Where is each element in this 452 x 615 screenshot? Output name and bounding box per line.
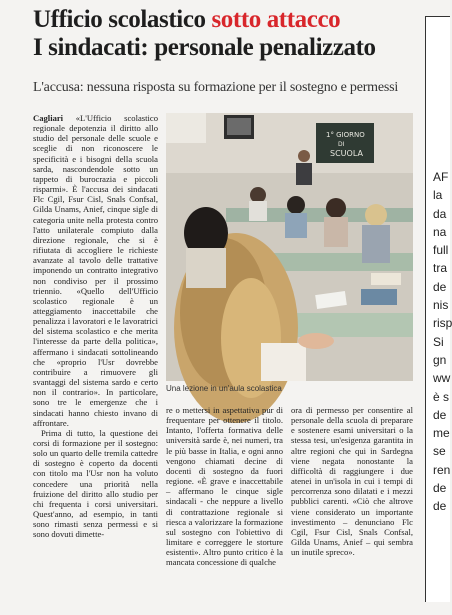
article-column-3 [291, 405, 413, 610]
sidebar-fragment: la [433, 188, 443, 203]
blackboard-text-1: 1° GIORNO [326, 131, 365, 139]
article-column-1 [33, 113, 158, 610]
sidebar-fragment: AF [433, 170, 449, 184]
sidebar-fragment: ren [433, 462, 451, 477]
sidebar-fragment: de [433, 407, 447, 422]
headline-accent: sotto attacco [211, 6, 341, 33]
sidebar-fragment: tra [433, 261, 448, 276]
article-column-2 [166, 405, 283, 610]
sidebar-fragment: gn [433, 352, 447, 367]
headline-line-1: Ufficio scolastico sotto attacco [33, 6, 341, 33]
dateline: Cagliari [33, 113, 64, 123]
classroom-photo [166, 113, 413, 381]
sidebar-fragment: na [433, 224, 447, 239]
sidebar-fragment: Si [433, 334, 444, 349]
sidebar-fragment: se [433, 444, 446, 459]
sidebar-fragment: risp [433, 316, 452, 331]
paragraph-3: re o mettersi in aspettativa pur di frequentare per ottenere il titolo. Intanto, l'offerta formativa delle università sarde è, nei numeri, tra le più basse in Italia, e ogni anno vengono chiamati decine di docenti di sostegno da fuori regione. «È grave e inaccettabile – affermano le cinque sigle sindacali - che neppure a livello di contrattazione regionale si riesca a valorizzare la formazione sul sostegno con l'obiettivo di limitare e correggere le storture esistenti». Altro punto critico è la mancata concessione di qualche [166, 405, 283, 568]
sidebar-fragment: de [433, 279, 447, 294]
sidebar-fragment: de [433, 481, 447, 496]
photo-caption: Una lezione in un'aula scolastica [166, 384, 282, 393]
sidebar-fragment: da [433, 206, 447, 221]
adjacent-article-text [433, 168, 450, 516]
sidebar-fragment: ww [433, 371, 451, 386]
headline [33, 6, 413, 62]
sidebar-fragment: è s [433, 389, 450, 404]
blackboard-text-2: DI [338, 141, 345, 148]
headline-line-2: I sindacati: personale penalizzato [33, 34, 376, 61]
paragraph-4: ora di permesso per consentire al personale della scuola di preparare e sostenere esami universitari o la stessa tesi, un'esigenza garantita in altre regioni che qui in Sardegna viene negata nonostante la difficoltà di raggiungere i due atenei in un'isola in cui i tempi di percorrenza sono dilatati e i mezzi pubblici carenti. «Ciò che altrove viene considerato un importante investimento – denunciano Flc Cgil, Fsur Cisl, Snals Confsal, Gilda Unams, Anief – qui sembra un inutile spreco». [291, 405, 413, 558]
sidebar-fragment: full [433, 243, 449, 258]
paragraph-2: Prima di tutto, la questione dei corsi di formazione per il sostegno: solo un quarto delle tremila cattedre di sostegno è coperto da docenti con titolo ma l'Usr non ha voluto concedere una priorità nella fruizione del diritto allo studio per chi frequenta i corsi universitari. Quest'anno, ad esempio, in tanti sono rimasti senza permessi e si sono dovuti dimette- [33, 427, 158, 540]
sidebar-fragment: de [433, 499, 447, 514]
paragraph-1: Cagliari «L'Ufficio scolastico regionale depotenzia il diritto allo studio del personale delle scuole e sceglie di non riconoscere le specificità e i bisogni della scuola sarda, nascondendole sotto un tappeto di burocrazia e piccoli risparmi». È l'accusa dei sindacati Flc Cgil, Fsur Cisl, Snals Confsal, Gilda Unams, Anief, cinque sigle di categoria unite nella protesta contro l'atto unilaterale compiuto dalla direzione regionale, che si è rifiutata di accogliere le richieste avanzate al tavolo delle trattative imponendo un contratto integrativo non condiviso per il prossimo triennio. «Quello dell'Ufficio scolastico regionale è un atteggiamento inaccettabile che penalizza i lavoratori e le lavoratrici del sistema scolastico e che merita l'interesse da parte della politica», affermano i sindacati sottolineando che «proprio l'Usr dovrebbe contribuire a rimuovere gli svantaggi del sistema sardo e certo non il contrario». In particolare, sono tre le emergenze che i sindacati hanno chiesto invano di affrontare. [33, 113, 158, 428]
sidebar-fragment: me [433, 426, 450, 441]
sidebar-fragment: nis [433, 298, 449, 313]
blackboard-text-3: SCUOLA [330, 149, 363, 158]
subheadline: L'accusa: nessuna risposta su formazione per il sostegno e permessi [33, 80, 399, 95]
